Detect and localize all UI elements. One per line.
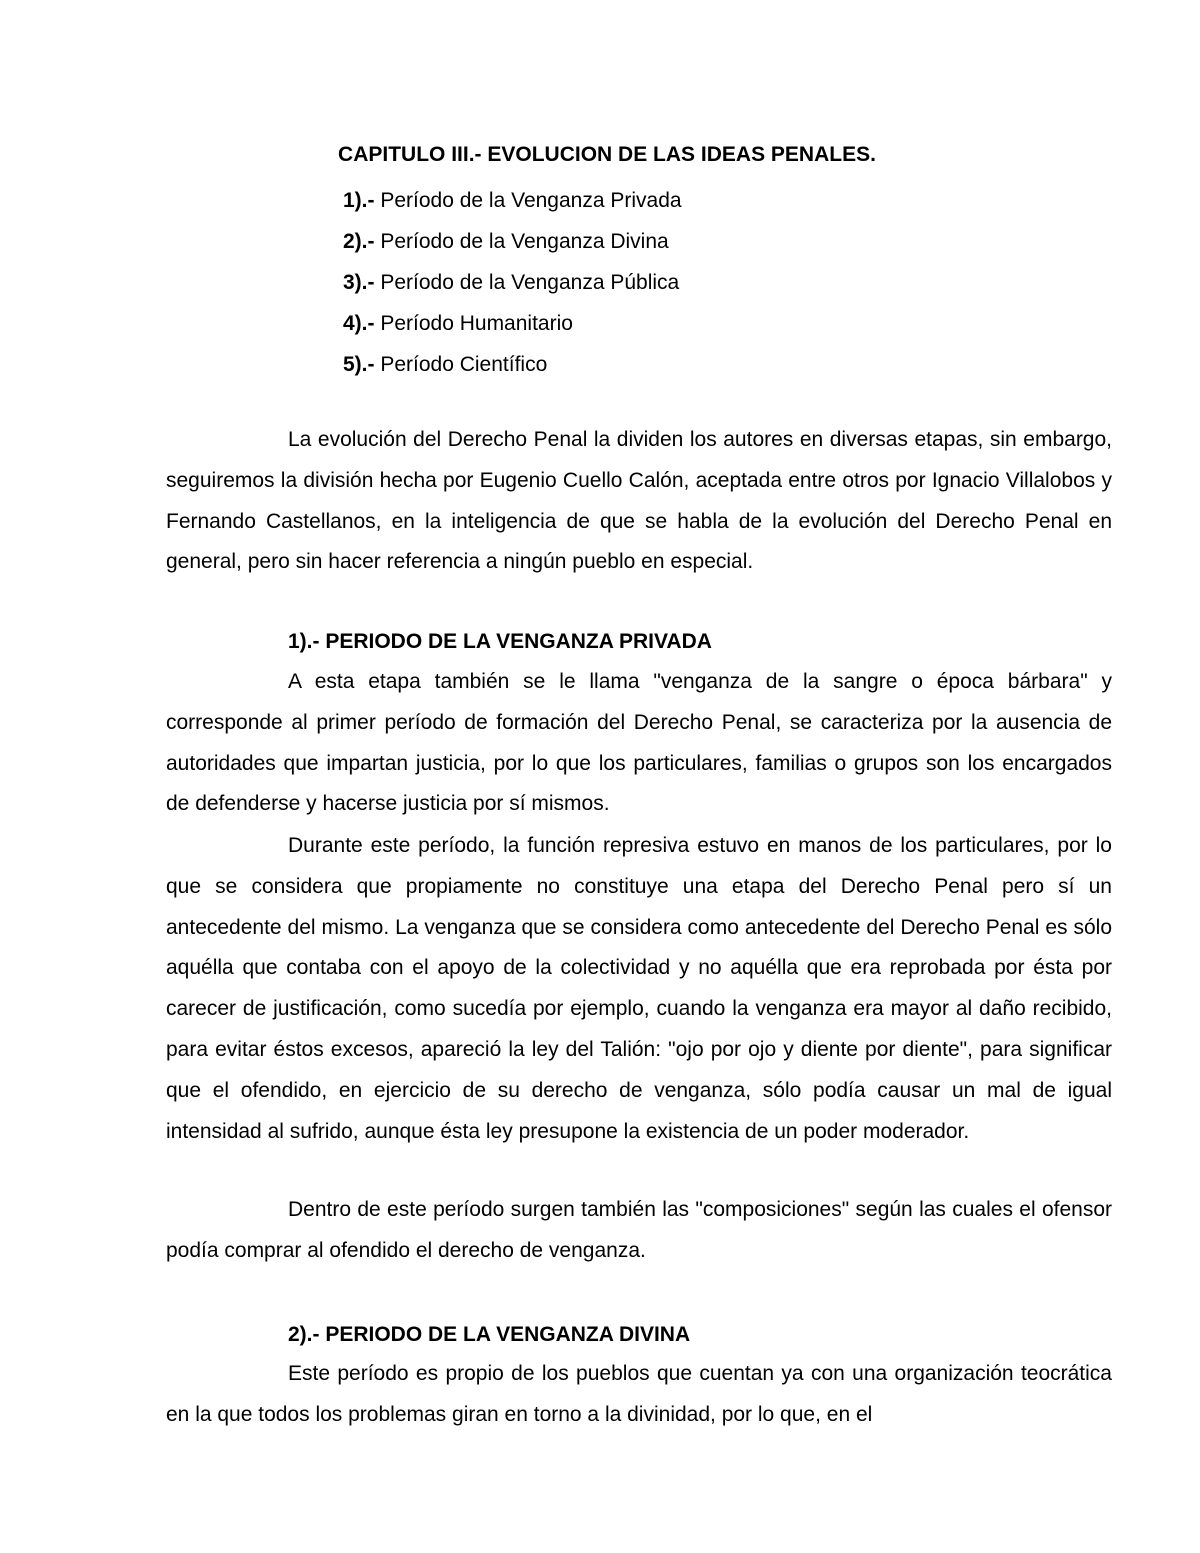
- paragraph: A esta etapa también se le llama "venganza de la sangre o época bárbara" y corresponde al primer período de formación del Derecho Penal, se caracteriza por la ausencia de autoridades que impartan justicia, por lo que los particulares, familias o grupos son los encargados de defenderse y hacerse justicia por sí mismos.: [166, 670, 1112, 816]
- paragraph: Este período es propio de los pueblos que cuentan ya con una organización teocrática en la que todos los problemas giran en torno a la divinidad, por lo que, en el: [166, 1362, 1112, 1426]
- section-heading-venganza-privada: 1).- PERIODO DE LA VENGANZA PRIVADA: [288, 630, 712, 653]
- list-item: [343, 262, 682, 303]
- item-number: 4).-: [343, 312, 375, 335]
- period-list: [343, 180, 682, 385]
- item-number: 1).-: [343, 189, 375, 212]
- paragraph: Dentro de este período surgen también las "composiciones" según las cuales el ofensor podía comprar al ofendido el derecho de venganza.: [166, 1198, 1112, 1262]
- item-number: 5).-: [343, 353, 375, 376]
- item-number: 2).-: [343, 230, 375, 253]
- item-text: Período Humanitario: [374, 312, 573, 335]
- list-item: [343, 303, 682, 344]
- item-text: Período de la Venganza Divina: [374, 230, 669, 253]
- intro-paragraph: La evolución del Derecho Penal la dividen los autores en diversas etapas, sin embargo, seguiremos la división hecha por Eugenio Cuello Calón, aceptada entre otros por Ignacio Villalobos y Fernando Castellanos, en la inteligencia de que se habla de la evolución del Derecho Penal en general, pero sin hacer referencia a ningún pueblo en especial.: [166, 428, 1112, 574]
- item-text: Período Científico: [374, 353, 548, 376]
- list-item: [343, 344, 682, 385]
- list-item: [343, 180, 682, 221]
- chapter-title: CAPITULO III.- EVOLUCION DE LAS IDEAS PENALES.: [338, 143, 876, 166]
- item-text: Período de la Venganza Privada: [374, 189, 682, 212]
- item-text: Período de la Venganza Pública: [374, 271, 680, 294]
- item-number: 3).-: [343, 271, 375, 294]
- section-heading-venganza-divina: 2).- PERIODO DE LA VENGANZA DIVINA: [288, 1323, 691, 1346]
- list-item: [343, 221, 682, 262]
- paragraph: Durante este período, la función represiva estuvo en manos de los particulares, por lo que se considera que propiamente no constituye una etapa del Derecho Penal pero sí un antecedente del mismo. La venganza que se considera como antecedente del Derecho Penal es sólo aquélla que contaba con el apoyo de la colectividad y no aquélla que era reprobada por ésta por carecer de justificación, como sucedía por ejemplo, cuando la venganza era mayor al daño recibido, para evitar éstos excesos, apareció la ley del Talión: "ojo por ojo y diente por diente", para significar que el ofendido, en ejercicio de su derecho de venganza, sólo podía causar un mal de igual intensidad al sufrido, aunque ésta ley presupone la existencia de un poder moderador.: [166, 834, 1112, 1143]
